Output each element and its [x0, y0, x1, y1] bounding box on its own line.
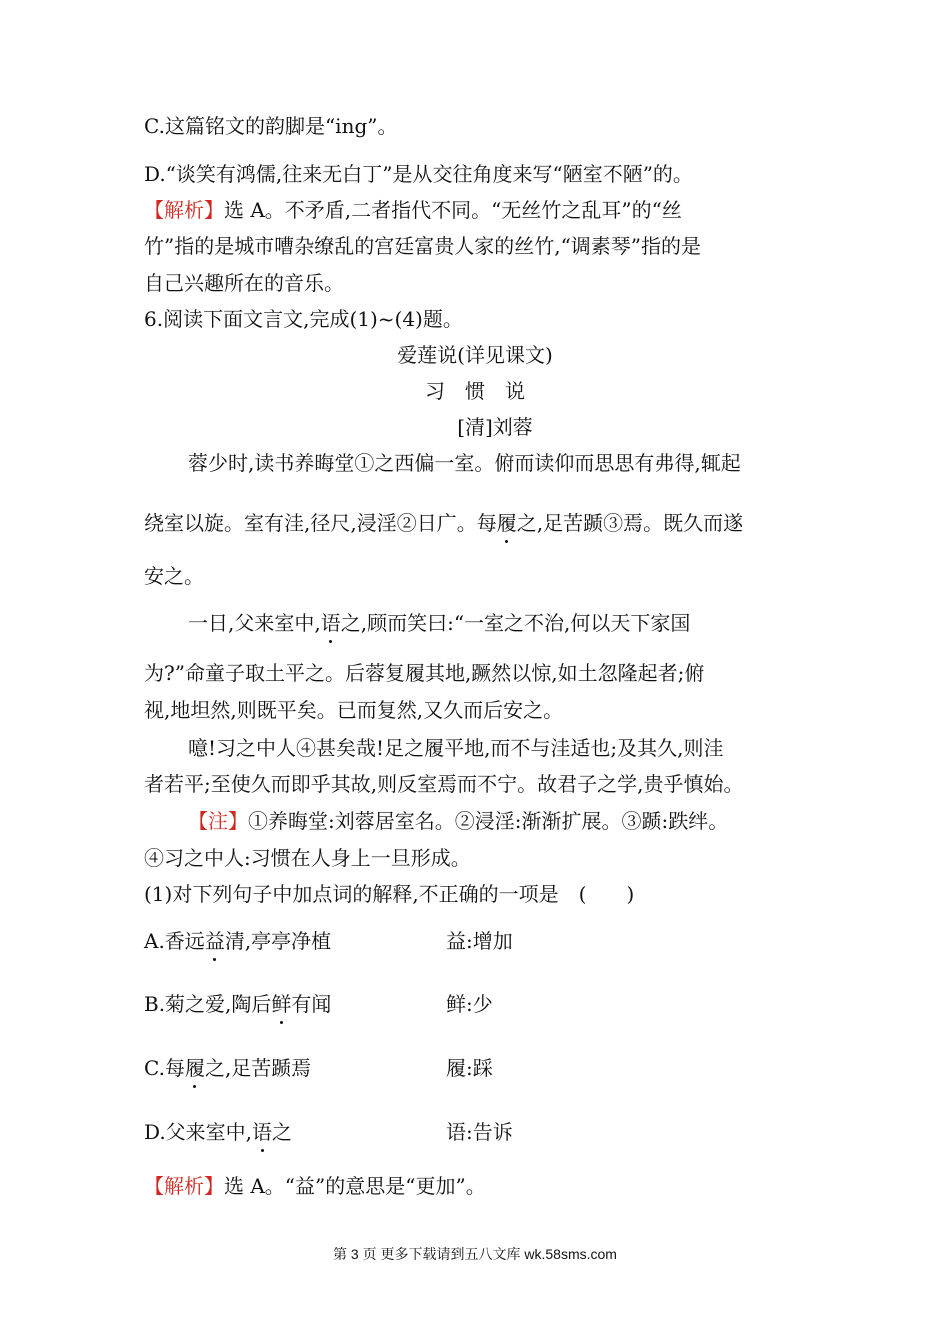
passage-p3-line-1: 噫!习之中人④甚矣哉!足之履平地,而不与洼适也;及其久,则洼	[188, 736, 724, 760]
q5-option-c: C.这篇铭文的韵脚是“ing”。	[144, 114, 398, 138]
q5-option-d: D.“谈笑有鸿儒,往来无白丁”是从交往角度来写“陋室不陋”的。	[144, 162, 693, 186]
option-d	[144, 1119, 292, 1145]
text-span: A.香远	[144, 929, 205, 953]
option-a	[144, 928, 331, 954]
text-span: 清,亭亭净植	[224, 929, 332, 953]
dotted-word: 语	[252, 1120, 273, 1144]
analysis-tag: 【解析】	[144, 198, 224, 222]
text-span: 之,足苦踬焉	[204, 1056, 312, 1080]
dotted-word: 履	[184, 1056, 205, 1080]
text-span: B.菊之爱,陶后	[144, 992, 272, 1016]
text-span: C.每	[144, 1056, 185, 1080]
q5-analysis-line-2: 竹”指的是城市嘈杂缭乱的宫廷富贵人家的丝竹,“调素琴”指的是	[144, 234, 702, 258]
passage-p3-line-2: 者若平;至使久而即乎其故,则反室焉而不宁。故君子之学,贵乎慎始。	[144, 772, 744, 796]
q5-analysis-line-3: 自己兴趣所在的音乐。	[144, 271, 344, 295]
option-c-gloss: 履:踩	[446, 1056, 493, 1080]
q6-analysis	[144, 1173, 486, 1199]
note-text: ①养晦堂:刘蓉居室名。②浸淫:渐渐扩展。③踬:跌绊。	[248, 809, 729, 833]
passage-p2-line-1	[188, 610, 690, 636]
text-span: 有闻	[291, 992, 332, 1016]
text-span: 一日,父来室中,	[188, 611, 321, 635]
dotted-word: 鲜	[271, 992, 292, 1016]
option-b	[144, 991, 331, 1017]
passage-author: [清]刘蓉	[457, 415, 533, 439]
option-a-gloss: 益:增加	[446, 929, 513, 953]
text-span: D.父来室中,	[144, 1120, 253, 1144]
analysis-text: 选 A。不矛盾,二者指代不同。“无丝竹之乱耳”的“丝	[224, 198, 682, 222]
sub-question-1: (1)对下列句子中加点词的解释,不正确的一项是 ( )	[144, 882, 635, 906]
text-span: 之,顾而笑曰:“一室之不治,何以天下家国	[340, 611, 691, 635]
text-span: 之	[272, 1120, 293, 1144]
analysis-tag: 【解析】	[144, 1174, 224, 1198]
text-span: 绕室以旋。室有洼,径尺,浸淫②日广。每	[144, 511, 497, 535]
passage-p2-line-2: 为?”命童子取土平之。后蓉复履其地,蹶然以惊,如土忽隆起者;俯	[144, 661, 705, 685]
dotted-word: 履	[496, 511, 517, 535]
analysis-text: 选 A。“益”的意思是“更加”。	[224, 1174, 486, 1198]
option-b-gloss: 鲜:少	[446, 992, 493, 1016]
note-tag: 【注】	[188, 809, 248, 833]
note-line-1	[188, 808, 728, 834]
passage-title-2: 习 惯 说	[425, 379, 525, 403]
passage-p1-line-3: 安之。	[144, 564, 204, 588]
passage-title-1: 爱莲说(详见课文)	[397, 343, 553, 367]
passage-p1-line-2	[144, 510, 743, 536]
note-line-2: ④习之中人:习惯在人身上一旦形成。	[144, 846, 471, 870]
passage-p1-line-1: 蓉少时,读书养晦堂①之西偏一室。俯而读仰而思思有弗得,辄起	[188, 451, 741, 475]
q6-intro: 6.阅读下面文言文,完成(1)~(4)题。	[144, 307, 463, 331]
passage-p2-line-3: 视,地坦然,则既平矣。已而复然,又久而后安之。	[144, 698, 564, 722]
q5-analysis-line-1	[144, 197, 682, 223]
option-d-gloss: 语:告诉	[446, 1120, 513, 1144]
dotted-word: 益	[204, 929, 225, 953]
dotted-word: 语	[320, 611, 341, 635]
text-span: 之,足苦踬③焉。既久而遂	[516, 511, 744, 535]
option-c	[144, 1055, 311, 1081]
page-footer: 第 3 页 更多下载请到五八文库 wk.58sms.com	[333, 1246, 617, 1262]
